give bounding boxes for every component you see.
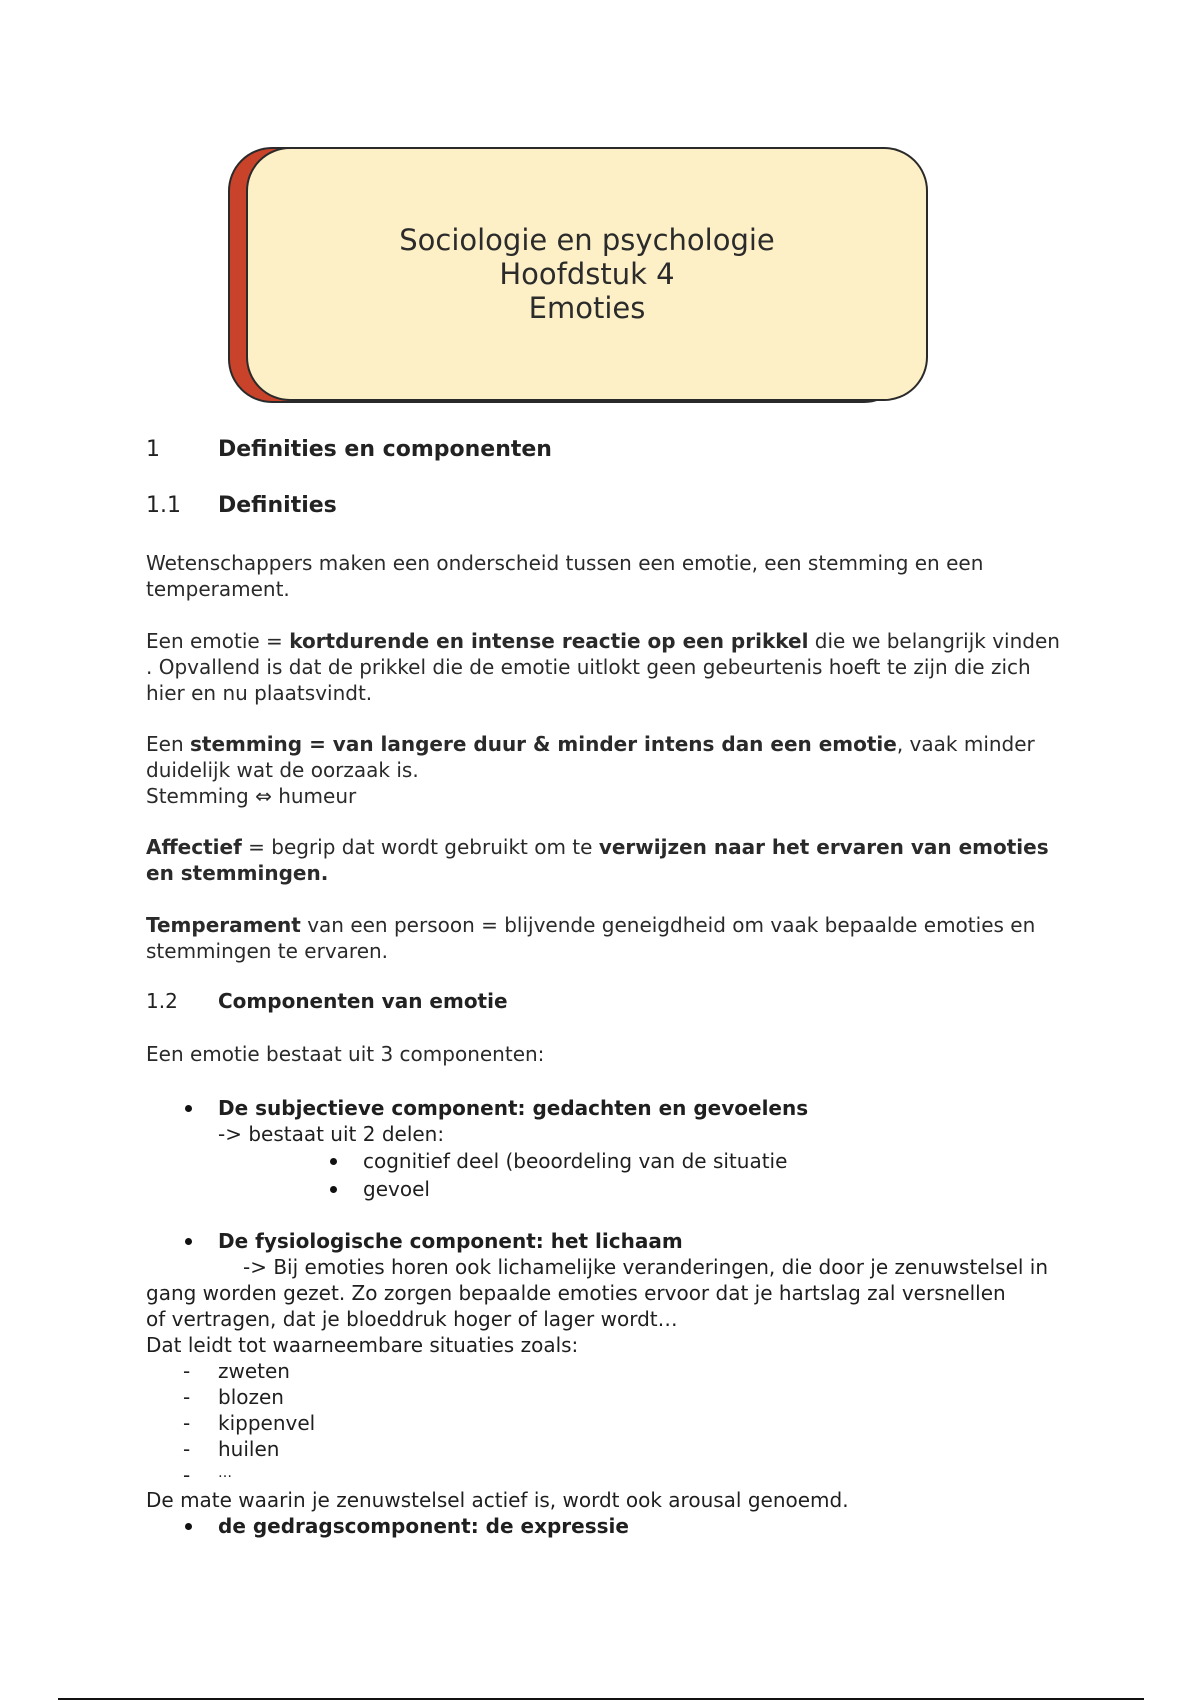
physiological-line-2: gang worden gezet. Zo zorgen bepaalde emoties ervoor dat je hartslag zal versnellen [146, 1281, 1006, 1305]
intro-paragraph: Wetenschappers maken een onderscheid tussen een emotie, een stemming en een temperament. [146, 551, 984, 601]
symptom-item: kippenvel [218, 1411, 316, 1435]
physiological-line-3: of vertragen, dat je bloeddruk hoger of lager wordt… [146, 1307, 678, 1331]
section-heading-1 [146, 437, 552, 462]
dash: - [183, 1411, 191, 1435]
subjective-item-1: cognitief deel (beoordeling van de situatie [363, 1149, 788, 1173]
affectief-mid: = begrip dat wordt gebruikt om te [241, 835, 599, 859]
section-title: Definities [218, 493, 337, 518]
temperament-post: van een persoon = blijvende geneigdheid om vaak bepaalde emoties en stemmingen te ervaren. [146, 913, 1036, 963]
dash: - [183, 1437, 191, 1461]
subjective-item-2: gevoel [363, 1177, 430, 1201]
components-intro: Een emotie bestaat uit 3 componenten: [146, 1042, 545, 1066]
affectief-bold: verwijzen naar het ervaren van emoties en stemmingen. [146, 835, 1049, 885]
affectief-paragraph [146, 834, 1066, 886]
bullet-dot [185, 1105, 192, 1112]
section-heading-1-2 [146, 989, 508, 1013]
emotie-paragraph [146, 628, 1066, 706]
subjective-sub: -> bestaat uit 2 delen: [218, 1122, 445, 1146]
physiological-title: De fysiologische component: het lichaam [218, 1229, 683, 1253]
bullet-dot [185, 1523, 192, 1530]
affectief-term: Affectief [146, 835, 242, 859]
title-card [228, 147, 928, 403]
section-number: 1.1 [146, 493, 181, 518]
behavioral-title: de gedragscomponent: de expressie [218, 1514, 629, 1538]
title-line-2: Hoofdstuk 4 [499, 257, 675, 291]
section-title: Definities en componenten [218, 437, 552, 462]
emotie-pre: Een emotie = [146, 629, 290, 653]
symptom-item: huilen [218, 1437, 280, 1461]
bullet-dot [330, 1186, 337, 1193]
subjective-title: De subjectieve component: gedachten en gevoelens [218, 1096, 809, 1120]
dash: - [183, 1359, 191, 1383]
stemming-pre: Een [146, 732, 190, 756]
stemming-paragraph [146, 731, 1066, 809]
bullet-dot [185, 1238, 192, 1245]
emotie-post: die we belangrijk vinden . Opvallend is dat de prikkel die de emotie uitlokt geen gebeurtenis hoeft te zijn die zich hier en nu plaatsvindt. [146, 629, 1060, 705]
section-title: Componenten van emotie [218, 989, 508, 1013]
title-line-3: Emoties [528, 291, 646, 325]
temperament-paragraph [146, 912, 1066, 964]
arousal-line: De mate waarin je zenuwstelsel actief is, wordt ook arousal genoemd. [146, 1488, 849, 1512]
emotie-bold: kortdurende en intense reactie op een prikkel [289, 629, 809, 653]
title-line-1: Sociologie en psychologie [399, 223, 775, 257]
dash: - [183, 1385, 191, 1409]
section-number: 1 [146, 437, 160, 462]
title-card-face [246, 147, 928, 401]
stemming-post: , vaak minder duidelijk wat de oorzaak is. [146, 732, 1035, 782]
physiological-line-1: -> Bij emoties horen ook lichamelijke veranderingen, die door je zenuwstelsel in [243, 1255, 1049, 1279]
stemming-bold: stemming = van langere duur & minder intens dan een emotie [189, 732, 897, 756]
section-heading-1-1 [146, 493, 337, 518]
symptom-item: zweten [218, 1359, 290, 1383]
symptom-item: blozen [218, 1385, 284, 1409]
section-number: 1.2 [146, 989, 178, 1013]
temperament-term: Temperament [146, 913, 301, 937]
symptom-item: … [218, 1465, 232, 1481]
dash: - [183, 1463, 191, 1487]
bullet-dot [330, 1158, 337, 1165]
physiological-line-4: Dat leidt tot waarneembare situaties zoals: [146, 1333, 579, 1357]
stemming-line-2: Stemming ⇔ humeur [146, 784, 357, 808]
